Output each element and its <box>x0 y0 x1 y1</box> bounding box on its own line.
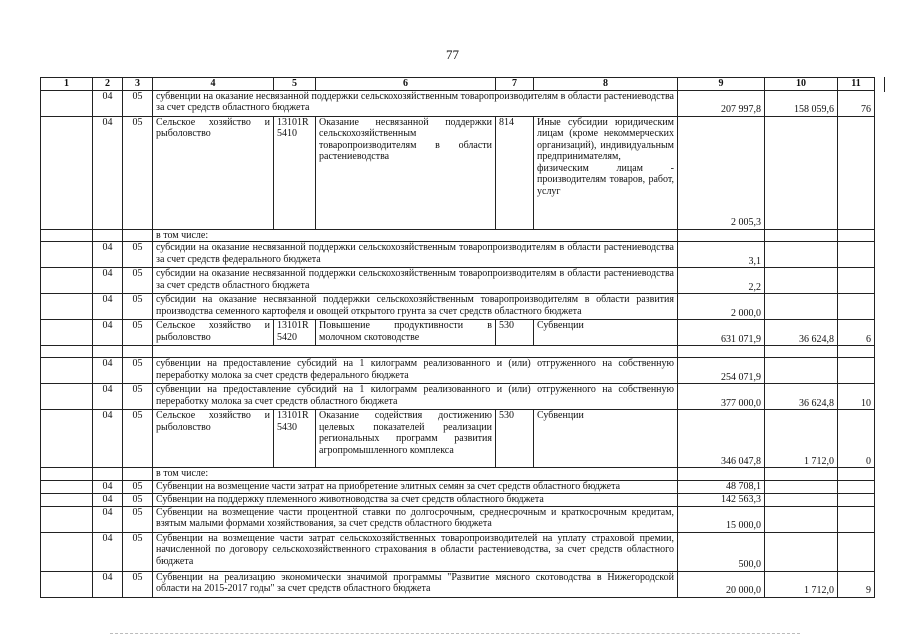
table-row <box>41 532 875 571</box>
amount-actual: 158 059,6 <box>765 90 838 116</box>
section-code: 04 <box>93 116 123 229</box>
item-description: Субвенции на возмещение части затрат на приобретение элитных семян за счет средств областного бюджета <box>153 480 678 493</box>
amount-plan: 377 000,0 <box>678 384 765 410</box>
item-description: субсидии на оказание несвязанной поддержки сельскохозяйственным товаропроизводителям в области растениеводства за счет средств областного бюджета <box>153 268 678 294</box>
percent <box>838 506 875 532</box>
amount-actual: 1 712,0 <box>765 571 838 597</box>
header-cell-7: 7 <box>496 78 534 91</box>
cell-col1 <box>41 268 93 294</box>
table-row <box>41 468 875 481</box>
amount-actual <box>765 294 838 320</box>
empty-cell <box>123 346 153 358</box>
cell-col2 <box>93 229 123 242</box>
section-code: 04 <box>93 90 123 116</box>
cell-col1 <box>41 229 93 242</box>
amount-actual: 36 624,8 <box>765 320 838 346</box>
cell-col1 <box>41 571 93 597</box>
table-row <box>41 384 875 410</box>
amount-plan: 142 563,3 <box>678 493 765 506</box>
empty-cell <box>678 346 765 358</box>
cell-col10 <box>765 229 838 242</box>
cell-col1 <box>41 410 93 468</box>
cell-col1 <box>41 506 93 532</box>
target-article: 13101R 5410 <box>274 116 316 229</box>
cell-col1 <box>41 493 93 506</box>
table-row <box>41 242 875 268</box>
expense-type-code: 530 <box>496 410 534 468</box>
cell-col11 <box>838 468 875 481</box>
percent: 0 <box>838 410 875 468</box>
amount-plan: 48 708,1 <box>678 480 765 493</box>
expense-type-name: Субвенции <box>534 320 678 346</box>
section-code: 04 <box>93 410 123 468</box>
amount-actual <box>765 242 838 268</box>
cell-col11 <box>838 229 875 242</box>
scan-artifact-line <box>110 633 800 634</box>
section-code: 04 <box>93 571 123 597</box>
section-name: Сельское хозяйство и рыболовство <box>153 320 274 346</box>
cell-col9 <box>678 229 765 242</box>
header-row <box>41 78 875 91</box>
amount-actual <box>765 493 838 506</box>
header-cell-4: 4 <box>153 78 274 91</box>
expense-type-name: Субвенции <box>534 410 678 468</box>
cell-col9 <box>678 468 765 481</box>
header-cell-11: 11 <box>838 78 875 91</box>
subsection-code: 05 <box>123 532 153 571</box>
amount-plan: 2 005,3 <box>678 116 765 229</box>
section-code: 04 <box>93 493 123 506</box>
cell-col10 <box>765 468 838 481</box>
subsection-code: 05 <box>123 571 153 597</box>
header-cell-2: 2 <box>93 78 123 91</box>
cell-col3 <box>123 468 153 481</box>
cell-col2 <box>93 468 123 481</box>
section-code: 04 <box>93 506 123 532</box>
section-code: 04 <box>93 358 123 384</box>
table-row <box>41 116 875 229</box>
section-code: 04 <box>93 480 123 493</box>
table-row <box>41 571 875 597</box>
amount-plan: 2 000,0 <box>678 294 765 320</box>
table-row <box>41 480 875 493</box>
amount-plan: 631 071,9 <box>678 320 765 346</box>
article-name: Повышение продуктивности в молочном скотоводстве <box>316 320 496 346</box>
item-description: субвенции на предоставление субсидий на 1 килограмм реализованного и (или) отгруженного на собственную переработку молока за счет средств федерального бюджета <box>153 358 678 384</box>
page-number: 77 <box>446 47 459 62</box>
table-row <box>41 493 875 506</box>
item-description: субсидии на оказание несвязанной поддержки сельскохозяйственным товаропроизводителям в области растениеводства за счет средств федерального бюджета <box>153 242 678 268</box>
cell-col1 <box>41 532 93 571</box>
amount-actual: 1 712,0 <box>765 410 838 468</box>
target-article: 13101R 5420 <box>274 320 316 346</box>
amount-actual: 36 624,8 <box>765 384 838 410</box>
expense-type-code: 814 <box>496 116 534 229</box>
cell-col1 <box>41 320 93 346</box>
amount-plan: 254 071,9 <box>678 358 765 384</box>
item-description: субсидии на оказание несвязанной поддержки сельскохозяйственным товаропроизводителям в области развития производства семенного картофеля и овощей открытого грунта за счет средств областного бюджета <box>153 294 678 320</box>
section-code: 04 <box>93 320 123 346</box>
table-row <box>41 320 875 346</box>
empty-cell <box>153 346 678 358</box>
percent <box>838 242 875 268</box>
header-cell-1: 1 <box>41 78 93 91</box>
cell-col3 <box>123 229 153 242</box>
amount-plan: 346 047,8 <box>678 410 765 468</box>
item-description: Субвенции на возмещение части затрат сельскохозяйственных товаропроизводителей на уплату страховой премии, начисленной по договору сельскохозяйственного страхования в области растениеводства, за счет средств областного бюджета <box>153 532 678 571</box>
header-cell-3: 3 <box>123 78 153 91</box>
amount-plan: 500,0 <box>678 532 765 571</box>
subsection-code: 05 <box>123 480 153 493</box>
cell-col1 <box>41 116 93 229</box>
amount-actual <box>765 480 838 493</box>
subsection-code: 05 <box>123 358 153 384</box>
header-cell-10: 10 <box>765 78 838 91</box>
amount-plan: 20 000,0 <box>678 571 765 597</box>
percent: 76 <box>838 90 875 116</box>
amount-plan: 3,1 <box>678 242 765 268</box>
subsection-code: 05 <box>123 493 153 506</box>
including-note: в том числе: <box>153 468 678 481</box>
section-code: 04 <box>93 242 123 268</box>
subsection-code: 05 <box>123 384 153 410</box>
amount-plan: 2,2 <box>678 268 765 294</box>
expense-type-name: Иные субсидии юридическим лицам (кроме некоммерческих организаций), индивидуальным предпринимателям, физическим лицам - производителям товаров, работ, услуг <box>534 116 678 229</box>
subsection-code: 05 <box>123 242 153 268</box>
percent: 6 <box>838 320 875 346</box>
subsection-code: 05 <box>123 116 153 229</box>
subsection-code: 05 <box>123 410 153 468</box>
article-name: Оказание содействия достижению целевых показателей реализации региональных программ развития агропромышленного комплекса <box>316 410 496 468</box>
section-code: 04 <box>93 532 123 571</box>
percent <box>838 116 875 229</box>
item-description: субвенции на предоставление субсидий на 1 килограмм реализованного и (или) отгруженного на собственную переработку молока за счет средств областного бюджета <box>153 384 678 410</box>
amount-actual <box>765 506 838 532</box>
empty-cell <box>41 346 93 358</box>
percent: 10 <box>838 384 875 410</box>
subsection-code: 05 <box>123 294 153 320</box>
percent <box>838 294 875 320</box>
table-row <box>41 90 875 116</box>
section-name: Сельское хозяйство и рыболовство <box>153 116 274 229</box>
cell-col1 <box>41 242 93 268</box>
header-cell-8: 8 <box>534 78 678 91</box>
cell-col1 <box>41 468 93 481</box>
item-description: Субвенции на возмещение части процентной ставки по долгосрочным, среднесрочным и краткосрочным кредитам, взятым малыми формами хозяйствования, за счет средств областного бюджета <box>153 506 678 532</box>
percent: 9 <box>838 571 875 597</box>
percent <box>838 532 875 571</box>
cell-col1 <box>41 384 93 410</box>
table-row <box>41 410 875 468</box>
percent <box>838 493 875 506</box>
table-row <box>41 294 875 320</box>
budget-table <box>40 77 875 598</box>
amount-actual <box>765 116 838 229</box>
cell-col1 <box>41 294 93 320</box>
subsection-code: 05 <box>123 268 153 294</box>
section-name: Сельское хозяйство и рыболовство <box>153 410 274 468</box>
percent <box>838 268 875 294</box>
subsection-code: 05 <box>123 320 153 346</box>
empty-cell <box>93 346 123 358</box>
amount-plan: 207 997,8 <box>678 90 765 116</box>
article-name: Оказание несвязанной поддержки сельскохозяйственным товаропроизводителям в области растениеводства <box>316 116 496 229</box>
target-article: 13101R 5430 <box>274 410 316 468</box>
empty-cell <box>765 346 838 358</box>
table-row <box>41 346 875 358</box>
including-note: в том числе: <box>153 229 678 242</box>
header-cell-9: 9 <box>678 78 765 91</box>
cell-col1 <box>41 90 93 116</box>
amount-plan: 15 000,0 <box>678 506 765 532</box>
table-row <box>41 268 875 294</box>
item-description: Субвенции на реализацию экономически значимой программы "Развитие мясного скотоводства в Нижегородской области на 2015-2017 годы" за счет средств областного бюджета <box>153 571 678 597</box>
amount-actual <box>765 532 838 571</box>
header-cell-6: 6 <box>316 78 496 91</box>
column-edge-mark <box>884 77 888 92</box>
percent <box>838 358 875 384</box>
section-code: 04 <box>93 384 123 410</box>
expense-type-code: 530 <box>496 320 534 346</box>
cell-col1 <box>41 358 93 384</box>
item-description: субвенции на оказание несвязанной поддержки сельскохозяйственным товаропроизводителям в области растениеводства за счет средств областного бюджета <box>153 90 678 116</box>
subsection-code: 05 <box>123 506 153 532</box>
table-row <box>41 358 875 384</box>
amount-actual <box>765 268 838 294</box>
cell-col1 <box>41 480 93 493</box>
header-cell-5: 5 <box>274 78 316 91</box>
percent <box>838 480 875 493</box>
table-row <box>41 506 875 532</box>
section-code: 04 <box>93 268 123 294</box>
subsection-code: 05 <box>123 90 153 116</box>
empty-cell <box>838 346 875 358</box>
section-code: 04 <box>93 294 123 320</box>
item-description: Субвенции на поддержку племенного животноводства за счет средств областного бюджета <box>153 493 678 506</box>
amount-actual <box>765 358 838 384</box>
table-row <box>41 229 875 242</box>
